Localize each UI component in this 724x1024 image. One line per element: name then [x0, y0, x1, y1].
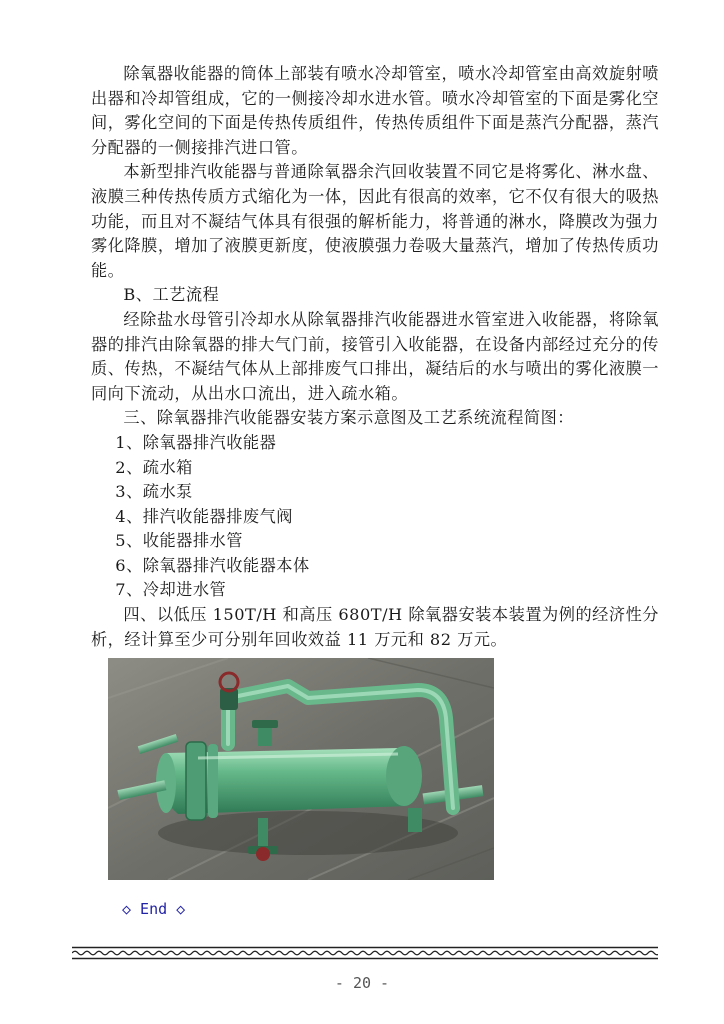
body-text [91, 62, 659, 652]
list-item: 3、疏水泵 [115, 482, 193, 502]
list-item: 4、排汽收能器排废气阀 [115, 506, 293, 526]
section-heading-process: B、工艺流程 [123, 285, 220, 305]
paragraph-economic-analysis: 四、以低压 150T/H 和高压 680T/H 除氧器安装本装置为例的经济性分析，经计算至少可分别年回收效益 11 万元和 82 万元。 [91, 605, 659, 649]
list-item: 7、冷却进水管 [115, 580, 227, 600]
end-marker: ◇ End ◇ [122, 900, 186, 918]
footer-divider [72, 946, 658, 960]
list-item: 5、收能器排水管 [115, 531, 243, 551]
paragraph-process-flow: 经除盐水母管引冷却水从除氧器排汽收能器进水管室进入收能器，将除氧器的排汽由除氧器的排大气门前，接管引入收能器，在设备内部经过充分的传质、传热，不凝结气体从上部排废气口排出，凝结后的水与喷出的雾化液膜一同向下流动，从出水口流出，进入疏水箱。 [91, 309, 659, 403]
list-item: 6、除氧器排汽收能器本体 [115, 555, 310, 575]
section-heading-diagram: 三、除氧器排汽收能器安装方案示意图及工艺系统流程简图： [123, 408, 574, 428]
equipment-photo [108, 658, 494, 880]
vent-condenser-illustration [108, 658, 494, 880]
page-number: - 20 - [334, 974, 390, 992]
paragraph-features: 本新型排汽收能器与普通除氧器余汽回收装置不同它是将雾化、淋水盘、液膜三种传热传质方式缩化为一体，因此有很高的效率，它不仅有很大的吸热功能，而且对不凝结气体具有很强的解析能力，将普通的淋水，降膜改为强力雾化降膜，增加了液膜更新度，使液膜强力卷吸大量蒸汽，增加了传热传质功能。 [91, 162, 659, 280]
paragraph-structure: 除氧器收能器的筒体上部装有喷水冷却管室，喷水冷却管室由高效旋射喷出器和冷却管组成，它的一侧接冷却水进水管。喷水冷却管室的下面是雾化空间，雾化空间的下面是传热传质组件，传热传质组件下面是蒸汽分配器，蒸汽分配器的一侧接排汽进口管。 [91, 64, 659, 157]
list-item: 2、疏水箱 [115, 457, 193, 477]
list-item: 1、除氧器排汽收能器 [115, 432, 277, 452]
